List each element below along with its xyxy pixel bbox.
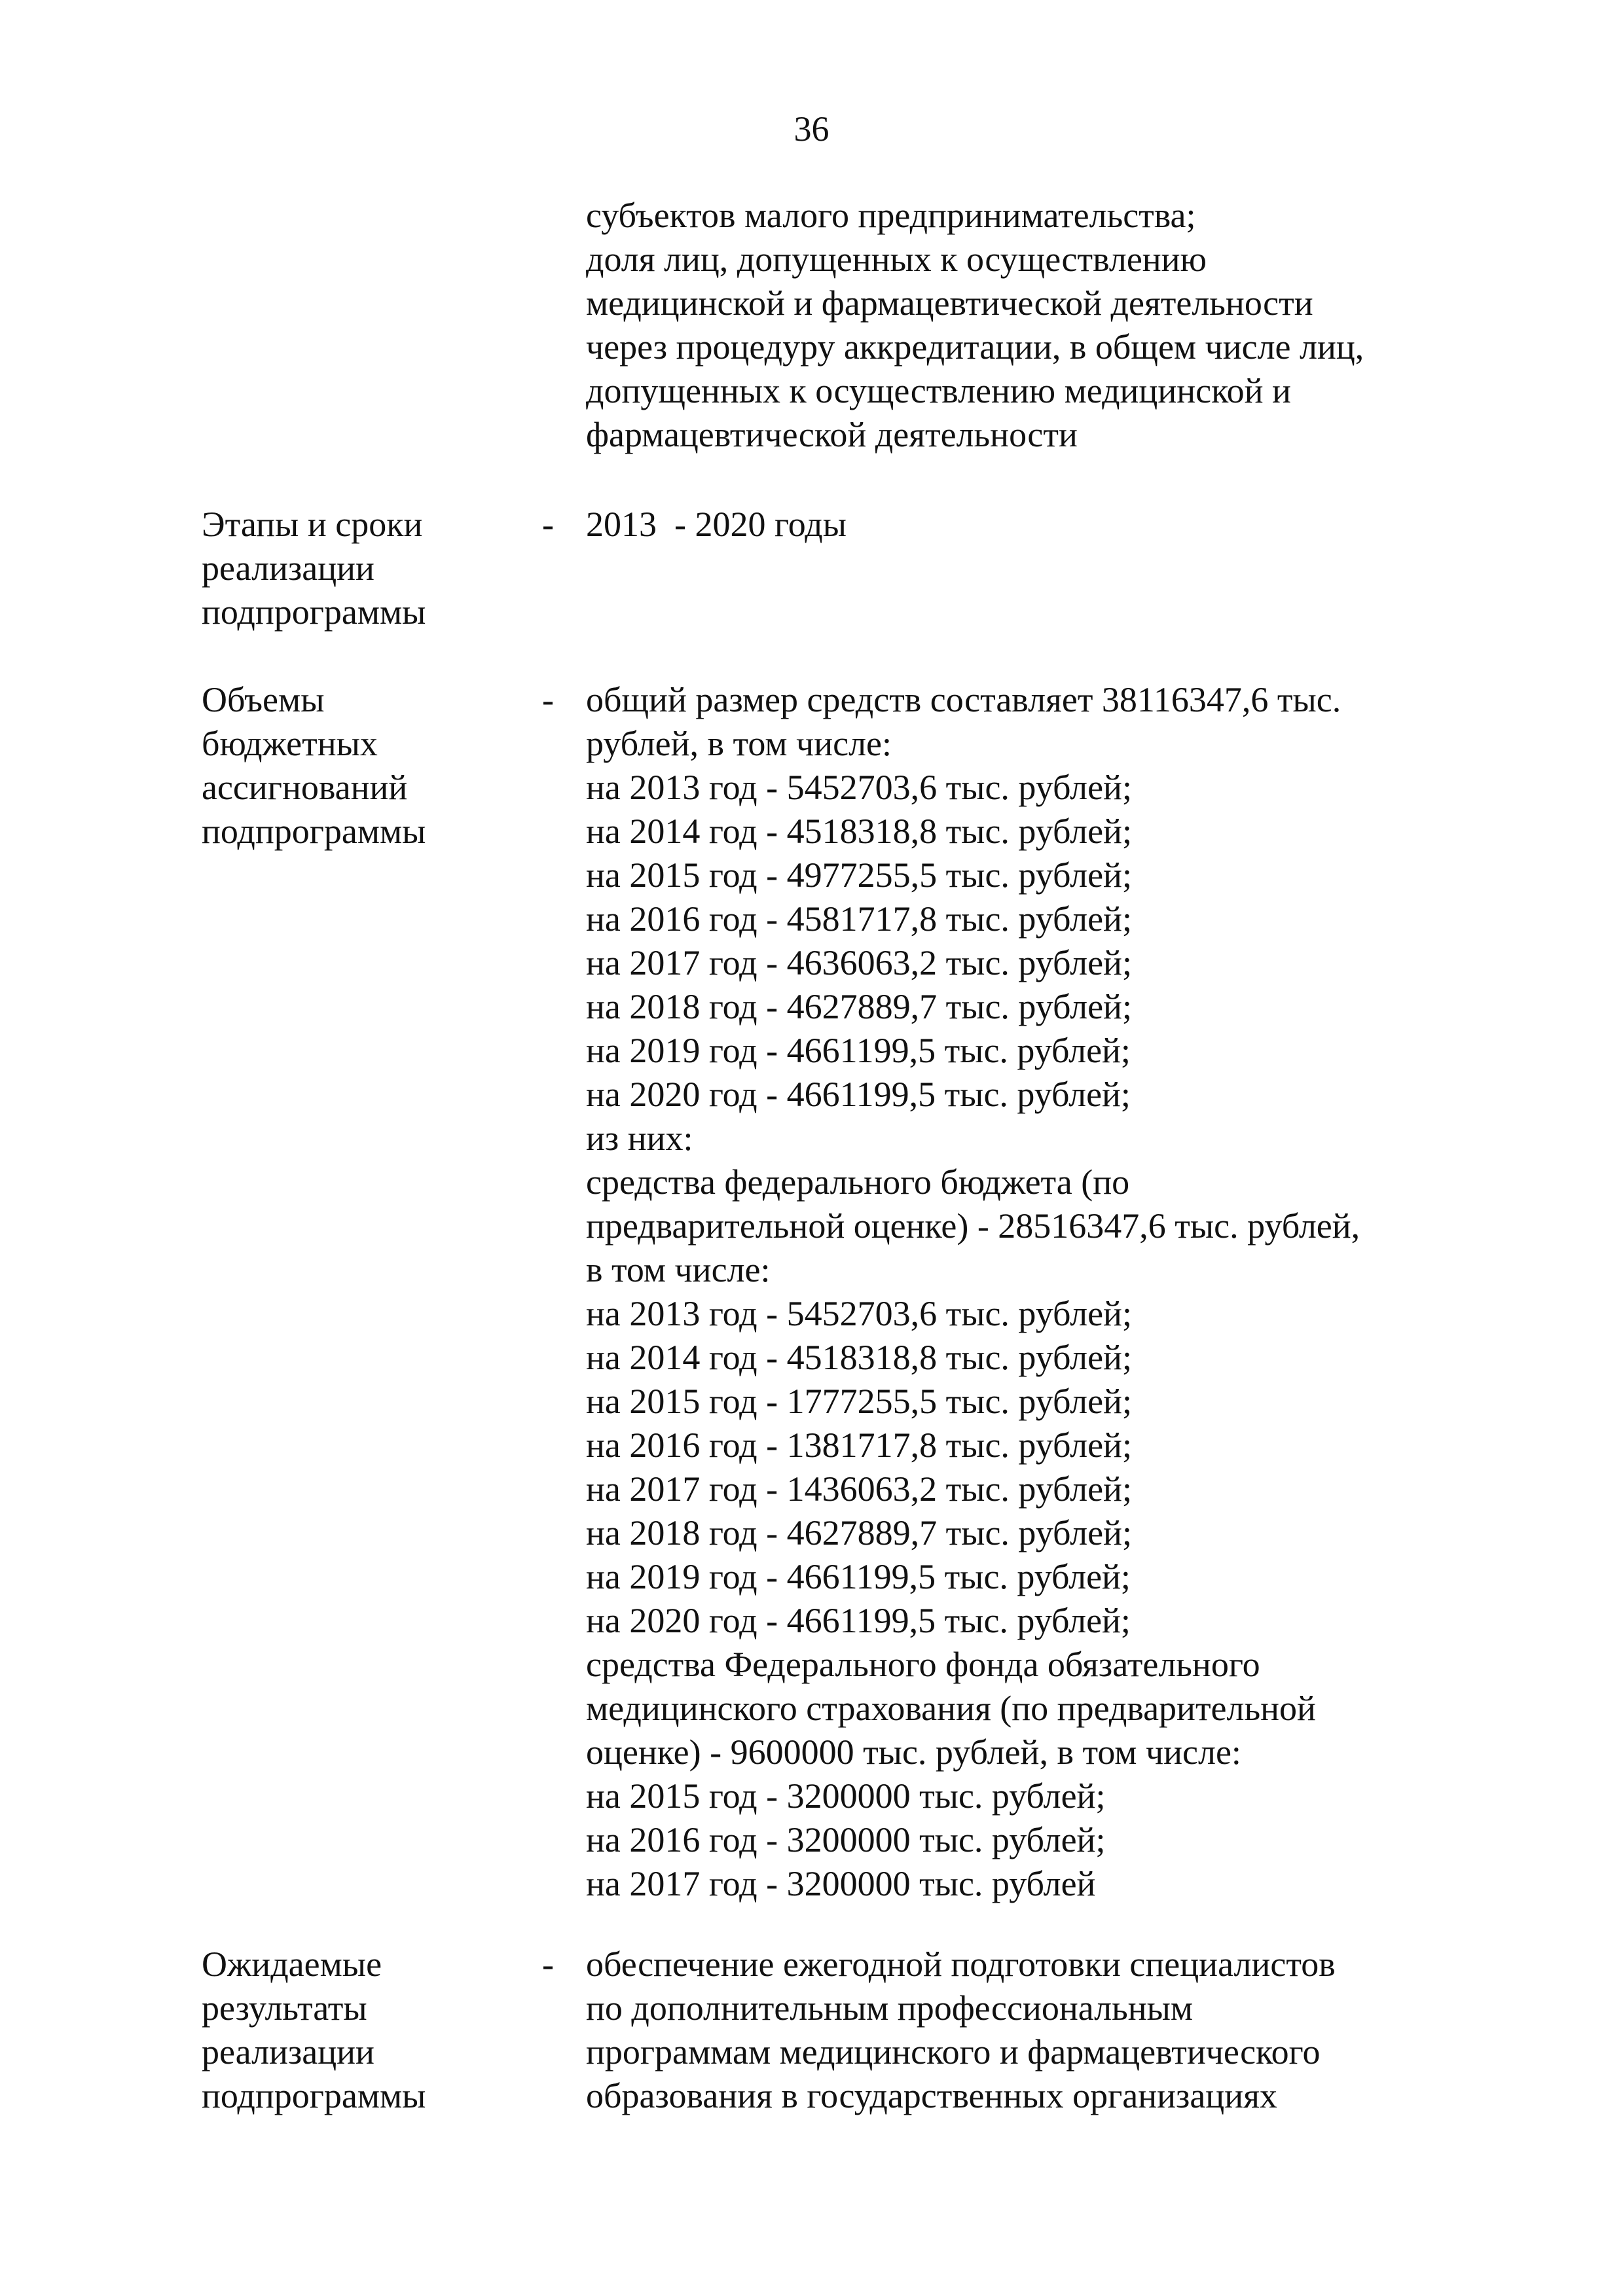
value-line: образования в государственных организациях: [586, 2076, 1277, 2115]
value-line: средства Федерального фонда обязательного: [586, 1645, 1260, 1684]
value-line: по дополнительным профессиональным: [586, 1988, 1194, 2028]
value-line: обеспечение ежегодной подготовки специалистов: [586, 1945, 1336, 1984]
page-number: 36: [793, 109, 830, 149]
label-line: результаты: [202, 1988, 367, 2028]
value-line: на 2014 год - 4518318,8 тыс. рублей;: [586, 812, 1132, 851]
value-line: на 2015 год - 3200000 тыс. рублей;: [586, 1776, 1106, 1816]
label-line: ассигнований: [202, 768, 408, 807]
value-line: на 2020 год - 4661199,5 тыс. рублей;: [586, 1601, 1131, 1640]
value-line: рублей, в том числе:: [586, 724, 892, 763]
section-label: [202, 678, 509, 853]
label-line: Ожидаемые: [202, 1945, 382, 1984]
section-dash: -: [542, 680, 554, 719]
section-label: [202, 1943, 509, 2118]
intro-line: доля лиц, допущенных к осуществлению: [586, 240, 1207, 279]
value-line: из них:: [586, 1119, 693, 1158]
value-line: на 2017 год - 4636063,2 тыс. рублей;: [586, 943, 1132, 982]
value-line: на 2016 год - 1381717,8 тыс. рублей;: [586, 1426, 1132, 1465]
value-line: на 2020 год - 4661199,5 тыс. рублей;: [586, 1075, 1131, 1114]
value-line: 2013 - 2020 годы: [586, 505, 847, 544]
value-line: на 2016 год - 3200000 тыс. рублей;: [586, 1820, 1106, 1859]
section-value: [586, 1943, 1463, 2118]
value-line: медицинского страхования (по предварительной: [586, 1689, 1316, 1728]
value-line: средства федерального бюджета (по: [586, 1162, 1130, 1202]
value-line: на 2015 год - 1777255,5 тыс. рублей;: [586, 1382, 1132, 1421]
intro-line: медицинской и фармацевтической деятельности: [586, 283, 1313, 323]
value-line: программам медицинского и фармацевтического: [586, 2032, 1321, 2072]
intro-text: [586, 194, 1463, 457]
value-line: на 2016 год - 4581717,8 тыс. рублей;: [586, 899, 1132, 939]
intro-line: фармацевтической деятельности: [586, 415, 1078, 454]
section-value: [586, 503, 1463, 547]
value-line: на 2017 год - 3200000 тыс. рублей: [586, 1864, 1096, 1903]
label-line: реализации: [202, 548, 374, 588]
label-line: подпрограммы: [202, 812, 426, 851]
label-line: подпрограммы: [202, 592, 426, 632]
intro-line: субъектов малого предпринимательства;: [586, 196, 1196, 235]
intro-line: допущенных к осуществлению медицинской и: [586, 371, 1291, 410]
label-line: Объемы: [202, 680, 325, 719]
label-line: Этапы и сроки: [202, 505, 423, 544]
value-line: в том числе:: [586, 1250, 771, 1289]
label-line: реализации: [202, 2032, 374, 2072]
intro-line: через процедуру аккредитации, в общем числе лиц,: [586, 327, 1364, 367]
section-dash: -: [542, 1945, 554, 1984]
value-line: на 2017 год - 1436063,2 тыс. рублей;: [586, 1469, 1132, 1509]
value-line: предварительной оценке) - 28516347,6 тыс. рублей,: [586, 1206, 1360, 1246]
section-dash: -: [542, 505, 554, 544]
section-label: [202, 503, 509, 634]
value-line: на 2014 год - 4518318,8 тыс. рублей;: [586, 1338, 1132, 1377]
label-line: подпрограммы: [202, 2076, 426, 2115]
label-line: бюджетных: [202, 724, 378, 763]
value-line: на 2018 год - 4627889,7 тыс. рублей;: [586, 1513, 1132, 1552]
value-line: на 2015 год - 4977255,5 тыс. рублей;: [586, 855, 1132, 895]
value-line: на 2019 год - 4661199,5 тыс. рублей;: [586, 1557, 1131, 1596]
value-line: оценке) - 9600000 тыс. рублей, в том числе:: [586, 1732, 1241, 1772]
value-line: на 2013 год - 5452703,6 тыс. рублей;: [586, 768, 1132, 807]
section-value: [586, 678, 1463, 1906]
value-line: общий размер средств составляет 38116347,6 тыс.: [586, 680, 1341, 719]
value-line: на 2018 год - 4627889,7 тыс. рублей;: [586, 987, 1132, 1026]
value-line: на 2019 год - 4661199,5 тыс. рублей;: [586, 1031, 1131, 1070]
value-line: на 2013 год - 5452703,6 тыс. рублей;: [586, 1294, 1132, 1333]
